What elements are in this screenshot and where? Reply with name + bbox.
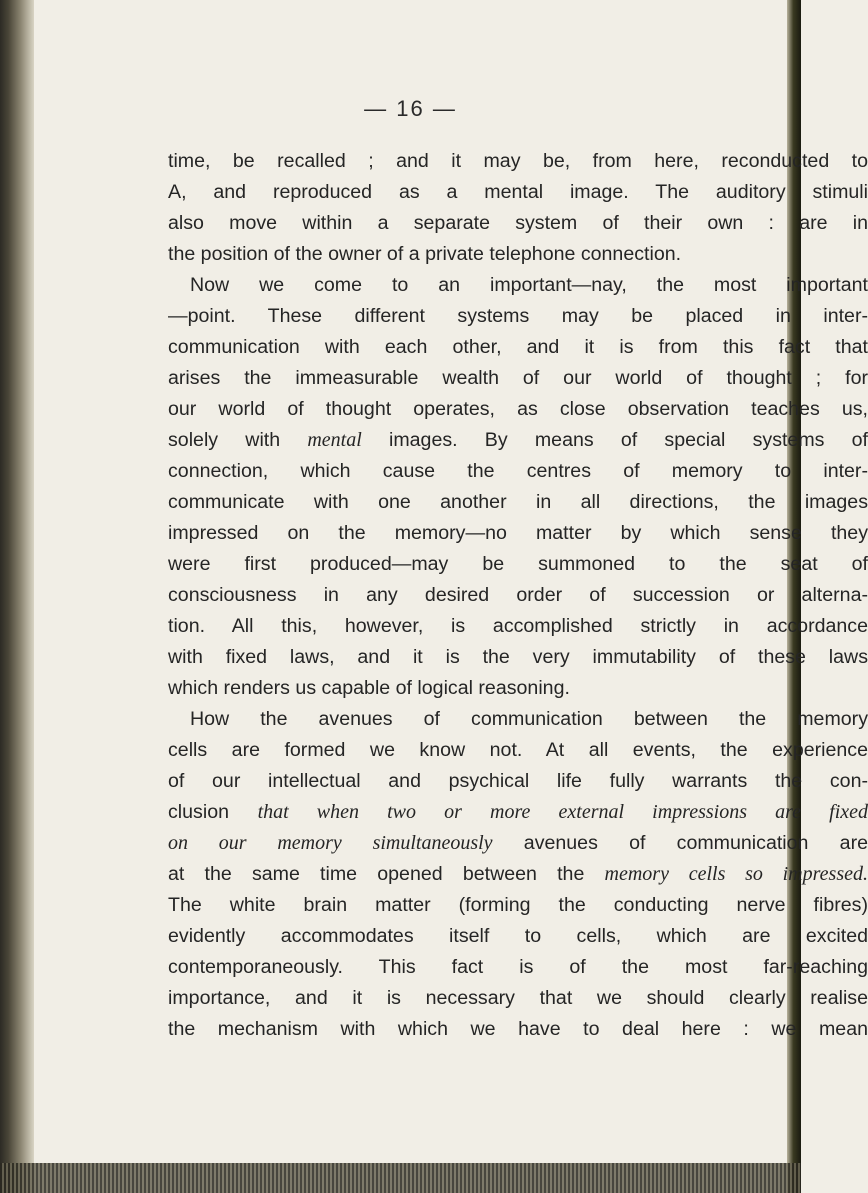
italic-text: mental	[307, 429, 362, 451]
text-line: evidently accommodates itself to cells, which are excited	[168, 925, 868, 947]
text-line: of our intellectual and psychical life fully warrants the con-	[168, 770, 868, 792]
text-line: impressed on the memory—no matter by which sense they	[168, 522, 868, 544]
text-span: images. By means of special systems of	[361, 429, 868, 451]
binding-shadow-left	[0, 0, 34, 1193]
page-bottom-edge	[0, 1163, 801, 1193]
text-line: arises the immeasurable wealth of our world of thought ; for	[168, 367, 868, 389]
text-line	[168, 828, 868, 858]
italic-text: memory cells so impressed.	[604, 863, 868, 885]
text-line: with fixed laws, and it is the very immutability of these laws	[168, 646, 868, 668]
text-line: also move within a separate system of their own : are in	[168, 212, 868, 234]
text-line: communication with each other, and it is from this fact that	[168, 336, 868, 358]
page-number: — 16 —	[364, 96, 457, 121]
text-line: which renders us capable of logical reasoning.	[168, 677, 570, 699]
text-span: avenues of communication are	[492, 832, 868, 854]
text-line: importance, and it is necessary that we should clearly realise	[168, 987, 868, 1009]
text-line	[168, 859, 868, 889]
text-span: at the same time opened between the	[168, 863, 605, 885]
text-line: the mechanism with which we have to deal here : we mean	[168, 1018, 868, 1040]
text-line: How the avenues of communication between the memory	[190, 708, 868, 730]
text-span: solely with	[168, 429, 308, 451]
text-line: consciousness in any desired order of succession or alterna-	[168, 584, 868, 606]
text-line: —point. These different systems may be placed in inter-	[168, 305, 868, 327]
text-line: were first produced—may be summoned to the seat of	[168, 553, 868, 575]
book-page	[34, 0, 868, 1163]
italic-text: on our memory simultaneously	[168, 832, 493, 854]
text-line	[168, 425, 868, 455]
text-line: time, be recalled ; and it may be, from here, reconducted to	[168, 150, 868, 172]
text-line	[168, 797, 868, 827]
text-line: Now we come to an important—nay, the most important	[190, 274, 868, 296]
text-span: clusion	[168, 801, 258, 823]
text-line: cells are formed we know not. At all events, the experience	[168, 739, 868, 761]
text-line: A, and reproduced as a mental image. The auditory stimuli	[168, 181, 868, 203]
italic-text: that when two or more external impressions are fixed	[257, 801, 868, 823]
text-line: the position of the owner of a private telephone connection.	[168, 243, 682, 265]
text-line: connection, which cause the centres of memory to inter-	[168, 460, 868, 482]
text-line: contemporaneously. This fact is of the most far-reaching	[168, 956, 868, 978]
text-line: tion. All this, however, is accomplished strictly in accordance	[168, 615, 868, 637]
text-line: communicate with one another in all directions, the images	[168, 491, 868, 513]
text-line: The white brain matter (forming the conducting nerve fibres)	[168, 894, 868, 916]
text-line: our world of thought operates, as close observation teaches us,	[168, 398, 868, 420]
